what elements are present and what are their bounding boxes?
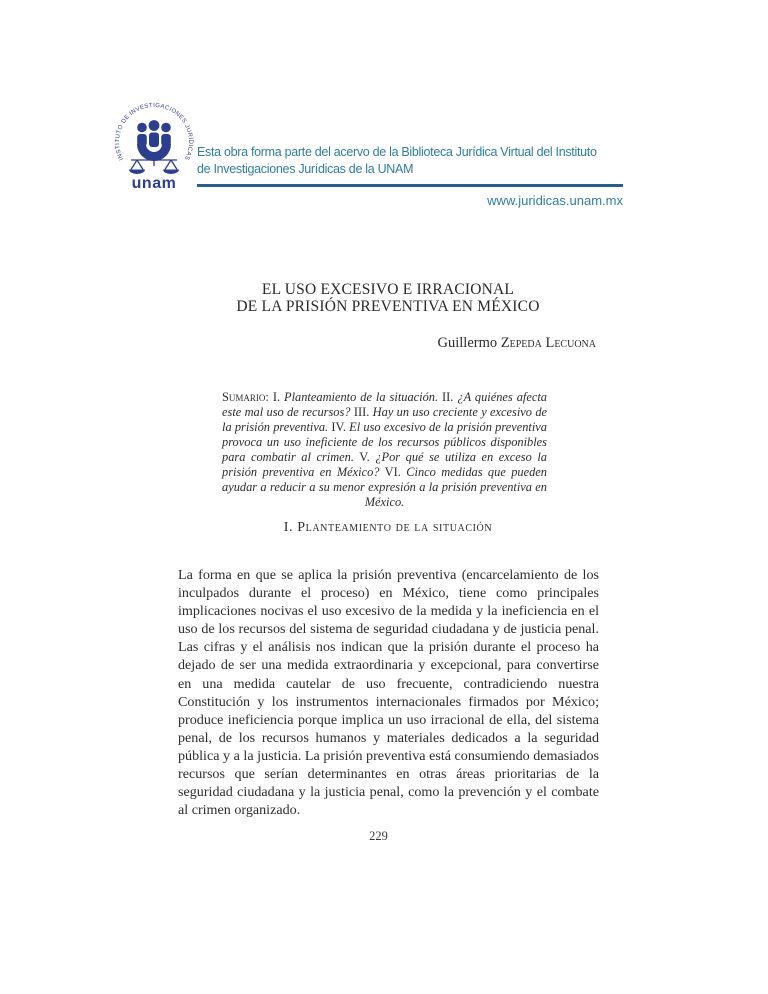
author-first-name: Guillermo (437, 335, 501, 351)
section-heading: I. Planteamiento de la situación (283, 520, 493, 535)
summary-segment: II. (438, 390, 458, 405)
unam-iij-logo (110, 98, 198, 194)
summary-segment: Sumario: (222, 390, 269, 405)
header-banner-text (197, 144, 623, 177)
summary-segment: ¿A quiénes afecta este mal uso de recursos? (222, 390, 548, 420)
unam-wordmark: unam (131, 175, 177, 192)
header-divider-rule (197, 184, 623, 187)
summary-segment: V. (353, 450, 376, 465)
summary-segment: VI. (379, 464, 407, 479)
summary-segment: Planteamiento de la situación. (284, 390, 439, 405)
juridicas-url-link[interactable]: www.juridicas.unam.mx (487, 193, 623, 208)
author-last-name: Zepeda Lecuona (500, 335, 596, 351)
logo-figures-icon (137, 120, 171, 161)
banner-line-1: Esta obra forma parte del acervo de la Biblioteca Jurídica Virtual del Instituto (197, 145, 597, 159)
scales-icon (129, 160, 179, 174)
title-line-2: DE LA PRISIÓN PREVENTIVA EN MÉXICO (236, 298, 540, 315)
banner-line-2: de Investigaciones Jurídicas de la UNAM (197, 161, 414, 176)
summary-segment: ¿Por qué se utiliza en exceso la prisión preventiva en México? (222, 450, 547, 479)
summary-segment: Hay un uso creciente y excesivo de la prisión preventiva. (222, 405, 548, 435)
url-line (197, 193, 623, 208)
summary-segment: I. (268, 390, 285, 405)
summary-segment: IV. (328, 420, 350, 435)
summary-segment: III. (350, 405, 373, 420)
title-line-1: EL USO EXCESIVO E IRRACIONAL (261, 281, 515, 298)
logo-ring-text: INSTITUTO DE INVESTIGACIONES JURÍDICAS (114, 102, 194, 161)
summary-segment: Cinco medidas que pueden ayudar a reducir a su menor expresión a la prisión preventiva en México. (222, 464, 547, 509)
summary-paragraph (222, 390, 547, 509)
page-title (174, 281, 602, 315)
summary-segment: El uso excesivo de la prisión preventiva provoca un uso ineficiente de los recursos públicos disponibles para combatir al crimen. (222, 420, 547, 465)
body-paragraph: La forma en que se aplica la prisión preventiva (encarcelamiento de los inculpados durante el proceso) en México, tiene como principales implicaciones nocivas el uso excesivo de la medida y la ineficiencia en el uso de los recursos del sistema de seguridad ciudadana y de justicia penal. Las cifras y el análisis nos indican que la prisión durante el proceso ha dejado de ser una medida extraordinaria y excepcional, para convertirse en una medida cautelar de uso frecuente, contradiciendo nuestra Constitución y los instrumentos internacionales firmados por México; produce ineficiencia porque implica un uso irracional de ella, del sistema penal, de los recursos humanos y materiales dedicados a la seguridad pública y a la justicia. La prisión preventiva está consumiendo demasiados recursos que serían determinantes en otras áreas prioritarias de la seguridad ciudadana y la justicia penal, como la prevención y el combate al crimen organizado. (178, 567, 599, 819)
page-number: 229 (369, 829, 388, 843)
author-byline (174, 335, 596, 352)
